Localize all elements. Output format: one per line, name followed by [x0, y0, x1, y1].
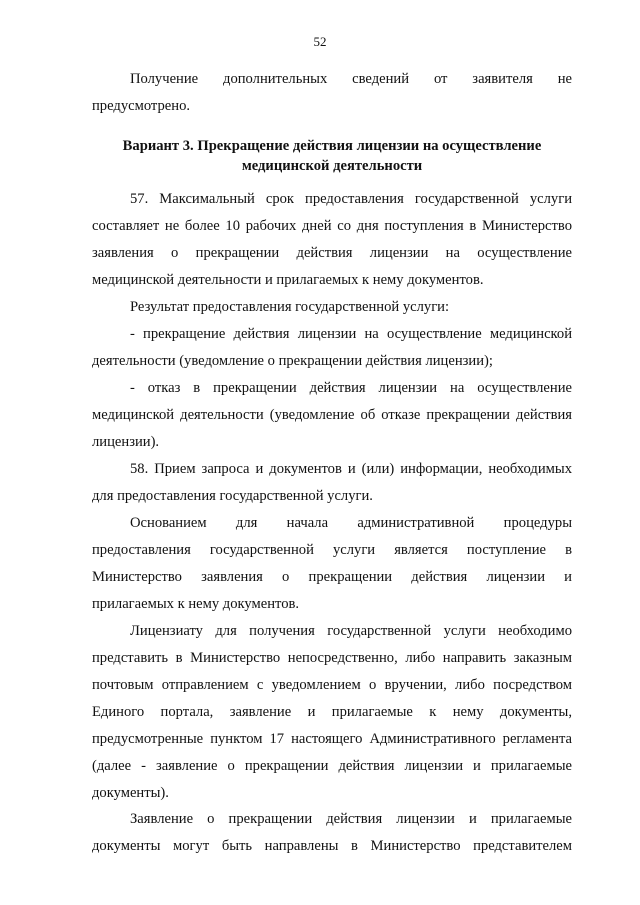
- text-line: Министерство заявления о прекращении действия лицензии и: [92, 569, 572, 585]
- text-line: медицинской деятельности (уведомление об отказе прекращении действия: [92, 407, 572, 423]
- text-line: для предоставления государственной услуги.: [92, 488, 373, 504]
- text-line: Заявление о прекращении действия лицензии и прилагаемые: [130, 811, 572, 827]
- text-line: Лицензиату для получения государственной услуги необходимо: [130, 623, 572, 639]
- text-line: составляет не более 10 рабочих дней со дня поступления в Министерство: [92, 218, 572, 234]
- text-line: Единого портала, заявление и прилагаемые к нему документы,: [92, 704, 572, 720]
- paragraph-57: [92, 186, 572, 294]
- text-line: 58. Прием запроса и документов и (или) информации, необходимых: [130, 461, 572, 477]
- text-line: предоставления государственной услуги является поступление в: [92, 542, 572, 558]
- application-paragraph: [92, 806, 572, 860]
- text-line: представить в Министерство непосредственно, либо направить заказным: [92, 650, 572, 666]
- section-heading-line: Вариант 3. Прекращение действия лицензии на осуществление: [122, 138, 542, 154]
- text-line: - прекращение действия лицензии на осуществление медицинской: [130, 326, 572, 342]
- text-line: документы).: [92, 785, 169, 801]
- text-line: Результат предоставления государственной услуги:: [130, 299, 450, 315]
- result-paragraph: [92, 294, 572, 321]
- text-line: почтовым отправлением с уведомлением о вручении, либо посредством: [92, 677, 572, 693]
- text-line: Основанием для начала административной процедуры: [130, 515, 572, 531]
- result-item-termination: [92, 321, 572, 375]
- section-heading: [92, 136, 572, 176]
- text-line: предусмотренные пунктом 17 настоящего Административного регламента: [92, 731, 572, 747]
- text-line: деятельности (уведомление о прекращении действия лицензии);: [92, 353, 493, 369]
- text-line: заявления о прекращении действия лицензии на осуществление: [92, 245, 572, 261]
- text-line: документы могут быть направлены в Министерство представителем: [92, 838, 572, 854]
- basis-paragraph: [92, 510, 572, 618]
- text-line: 57. Максимальный срок предоставления государственной услуги: [130, 191, 572, 207]
- text-line: медицинской деятельности и прилагаемых к нему документов.: [92, 272, 484, 288]
- paragraph-58: [92, 456, 572, 510]
- text-line: лицензии).: [92, 434, 160, 450]
- text-line: - отказ в прекращении действия лицензии на осуществление: [130, 380, 572, 396]
- text-line: прилагаемых к нему документов.: [92, 596, 300, 612]
- intro-paragraph: [92, 66, 572, 120]
- section-heading-line: медицинской деятельности: [241, 158, 423, 174]
- text-line: предусмотрено.: [92, 98, 191, 114]
- page-number: 52: [313, 34, 327, 49]
- text-line: (далее - заявление о прекращении действия лицензии и прилагаемые: [92, 758, 572, 774]
- result-item-refusal: [92, 375, 572, 456]
- licensee-paragraph: [92, 618, 572, 807]
- text-line: Получение дополнительных сведений от заявителя не: [130, 71, 572, 87]
